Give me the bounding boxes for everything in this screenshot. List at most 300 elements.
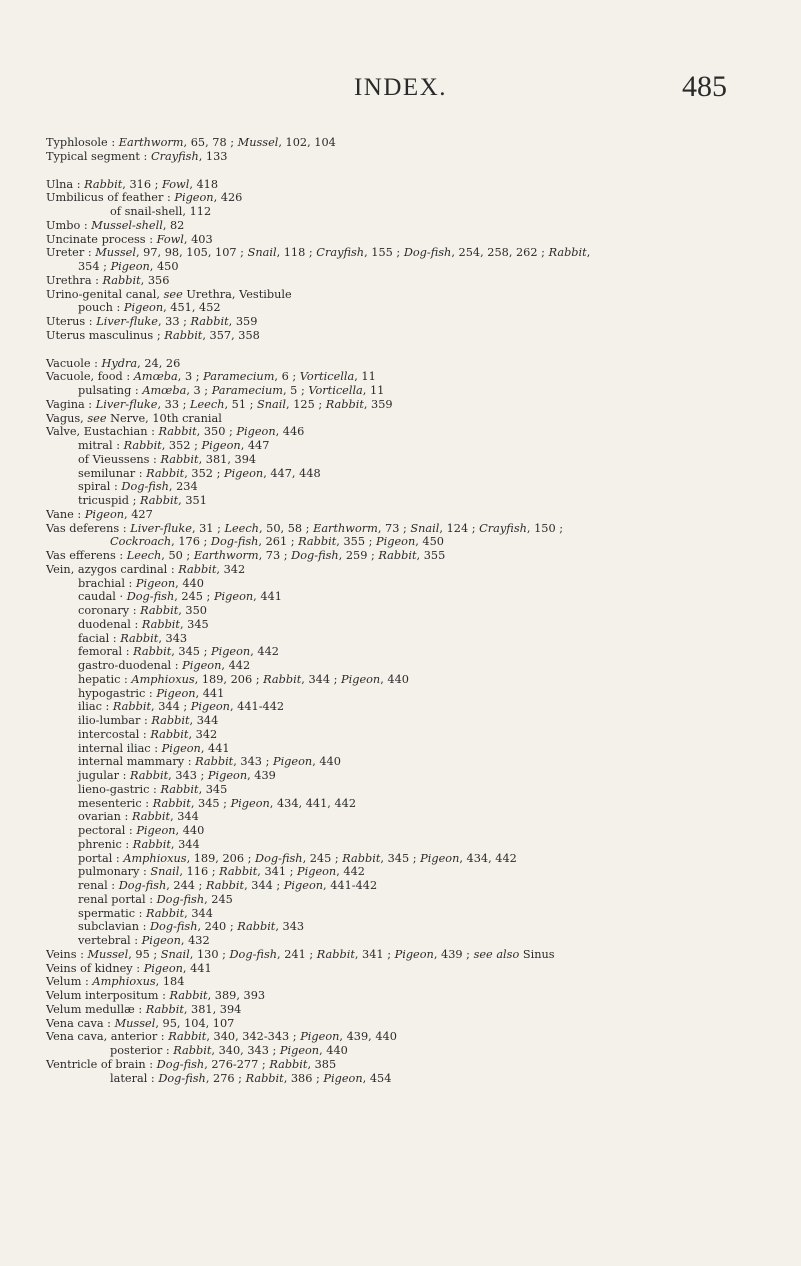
entry-text: , 24, 26 bbox=[137, 356, 181, 370]
entry-organism: Dog-fish bbox=[229, 947, 278, 961]
entry-text: , 130 ; bbox=[189, 947, 230, 961]
entry-text: , 434, 442 bbox=[459, 851, 517, 865]
entry-organism: Liver-fluke bbox=[95, 397, 158, 411]
entry-text: , 342 bbox=[216, 562, 246, 576]
section-gap bbox=[46, 164, 784, 178]
entry-text: hepatic : bbox=[78, 672, 132, 686]
entry-organism: Rabbit bbox=[141, 617, 180, 631]
entry-organism: Leech bbox=[224, 521, 259, 535]
entry-text: , 441-442 bbox=[229, 700, 285, 714]
entry-text: pectoral : bbox=[78, 824, 137, 837]
entry-text: , 355 bbox=[416, 549, 446, 562]
index-subentry bbox=[46, 439, 784, 453]
entry-organism: Liver-fluke bbox=[96, 315, 158, 328]
entry-text: Typical segment : bbox=[46, 149, 151, 163]
entry-organism: Rabbit bbox=[164, 328, 203, 342]
entry-text: Nerve, 10th cranial bbox=[106, 411, 222, 425]
entry-organism: see also bbox=[473, 947, 520, 961]
entry-organism: Rabbit bbox=[140, 604, 179, 617]
entry-organism: Dog-fish bbox=[158, 1071, 206, 1085]
index-entry bbox=[46, 357, 784, 371]
entry-organism: Amphioxus bbox=[123, 851, 187, 865]
index-subentry bbox=[46, 742, 784, 756]
entry-organism: Pigeon bbox=[236, 425, 276, 439]
entry-organism: Pigeon bbox=[223, 466, 264, 480]
entry-text: , 102, 104 bbox=[278, 136, 336, 149]
entry-text: spiral : bbox=[78, 480, 122, 494]
entry-text: Vein, azygos cardinal : bbox=[46, 562, 179, 576]
entry-text: , 441 bbox=[253, 590, 282, 604]
entry-text: , 440 bbox=[380, 672, 409, 686]
entry-text: Vane : bbox=[46, 507, 85, 521]
entry-organism: Dog-fish bbox=[291, 549, 339, 562]
index-subentry bbox=[46, 659, 784, 673]
entry-text: coronary : bbox=[78, 604, 141, 617]
entry-organism: Rabbit bbox=[219, 865, 258, 879]
entry-organism: Pigeon bbox=[341, 672, 381, 686]
entry-text: , 341 ; bbox=[257, 865, 297, 879]
entry-organism: Pigeon bbox=[161, 741, 201, 755]
entry-organism: Pigeon bbox=[110, 260, 150, 273]
index-subentry bbox=[46, 797, 784, 811]
entry-organism: Pigeon bbox=[279, 1044, 320, 1057]
entry-text: , 344 ; bbox=[301, 672, 341, 686]
entry-organism: Earthworm bbox=[313, 521, 378, 535]
entry-organism: Rabbit bbox=[173, 1044, 212, 1057]
entry-organism: Liver-fluke bbox=[130, 521, 192, 535]
entry-organism: Earthworm bbox=[118, 136, 184, 149]
entry-text: Veins : bbox=[46, 947, 88, 961]
entry-organism: Rabbit bbox=[112, 700, 152, 714]
entry-text: , bbox=[586, 246, 591, 260]
index-entry bbox=[46, 191, 784, 205]
entry-organism: Pigeon bbox=[136, 824, 176, 837]
entry-text: , 189, 206 ; bbox=[186, 851, 256, 865]
entry-organism: Pigeon bbox=[420, 851, 460, 865]
index-entry bbox=[46, 150, 784, 164]
entry-text: 354 ; bbox=[78, 260, 111, 273]
entry-organism: Dog-fish bbox=[118, 879, 167, 892]
entry-text: lateral : bbox=[110, 1071, 159, 1085]
index-entry bbox=[46, 178, 784, 192]
entry-text: , 342 bbox=[188, 727, 218, 741]
index-subentry bbox=[46, 700, 784, 714]
entry-text: , 33 ; bbox=[157, 315, 191, 328]
entry-text: , 386 ; bbox=[283, 1071, 324, 1085]
entry-text: , 124 ; bbox=[439, 521, 480, 535]
entry-text: , 95, 104, 107 bbox=[155, 1016, 235, 1030]
entry-text: , 118 ; bbox=[276, 246, 317, 260]
entry-text: , 245 ; bbox=[174, 590, 214, 604]
entry-organism: Earthworm bbox=[193, 549, 259, 562]
entry-organism: Rabbit bbox=[160, 452, 199, 466]
entry-text: of Vieussens : bbox=[78, 452, 161, 466]
entry-text: , 150 ; bbox=[526, 521, 564, 535]
entry-text: , 343 bbox=[275, 920, 305, 934]
index-entry bbox=[46, 1017, 784, 1031]
index-subentry bbox=[46, 645, 784, 659]
entry-organism: Rabbit bbox=[245, 1071, 284, 1085]
entry-text: Velum interpositum : bbox=[46, 989, 170, 1002]
entry-text: spermatic : bbox=[78, 906, 147, 920]
entry-organism: Fowl bbox=[162, 177, 190, 191]
entry-organism: Dog-fish bbox=[156, 892, 205, 906]
entry-organism: Dog-fish bbox=[403, 246, 452, 260]
entry-text: , 418 bbox=[189, 177, 219, 191]
entry-text: Urethra : bbox=[46, 273, 103, 287]
entry-organism: Paramecium bbox=[203, 370, 275, 384]
entry-text: , 316 ; bbox=[122, 177, 162, 191]
entry-text: Vas deferens : bbox=[46, 521, 131, 535]
entry-text: , 73 ; bbox=[377, 521, 411, 535]
entry-text: pulsating : bbox=[78, 384, 143, 397]
entry-text: , 259 ; bbox=[338, 549, 379, 562]
index-entry bbox=[46, 522, 784, 536]
entry-text: of snail-shell, 112 bbox=[110, 205, 212, 218]
index-subentry bbox=[46, 824, 784, 838]
entry-text: , 254, 258, 262 ; bbox=[451, 246, 549, 260]
entry-organism: Pigeon bbox=[207, 769, 248, 782]
entry-text: , 385 bbox=[307, 1057, 337, 1071]
entry-text: , 439 bbox=[247, 769, 276, 782]
entry-organism: Dog-fish bbox=[156, 1057, 205, 1071]
entry-organism: Vorticella bbox=[308, 384, 363, 397]
entry-text: , 345 ; bbox=[190, 796, 231, 810]
entry-organism: Pigeon bbox=[323, 1071, 363, 1085]
entry-text: gastro-duodenal : bbox=[78, 659, 183, 672]
entry-text: tricuspid ; bbox=[78, 494, 141, 507]
index-subentry bbox=[46, 907, 784, 921]
entry-text: Vena cava : bbox=[46, 1016, 115, 1030]
entry-organism: Dog-fish bbox=[149, 920, 198, 934]
entry-text: Velum medullæ : bbox=[46, 1002, 146, 1016]
entry-text: duodenal : bbox=[78, 617, 142, 631]
entry-text: ovarian : bbox=[78, 810, 132, 824]
entry-text: , 439 ; bbox=[433, 947, 474, 961]
entry-text: , 95 ; bbox=[128, 947, 161, 961]
entry-text: , 427 bbox=[124, 507, 153, 521]
entry-text: phrenic : bbox=[78, 837, 133, 851]
entry-organism: Pigeon bbox=[174, 191, 214, 205]
entry-text: , 381, 394 bbox=[183, 1002, 242, 1016]
index-subentry bbox=[46, 893, 784, 907]
entry-organism: Pigeon bbox=[143, 961, 183, 975]
entry-text: , 352 ; bbox=[161, 439, 202, 452]
entry-text: , 359 bbox=[228, 315, 258, 328]
entry-text: , 441 bbox=[200, 741, 230, 755]
index-entry bbox=[46, 563, 784, 577]
entry-text: Umbilicus of feather : bbox=[46, 191, 175, 205]
entry-text: Urethra, Vestibule bbox=[182, 287, 292, 301]
index-entry bbox=[46, 274, 784, 288]
index-entry bbox=[46, 315, 784, 329]
entry-organism: Dog-fish bbox=[255, 851, 303, 865]
entry-organism: Pigeon bbox=[210, 645, 251, 659]
entry-text: , 31 ; bbox=[191, 521, 225, 535]
index-entry bbox=[46, 1058, 784, 1072]
index-subentry bbox=[46, 934, 784, 948]
index-entries bbox=[46, 136, 784, 1085]
entry-text: , 11 bbox=[362, 384, 385, 397]
entry-text: , 440 bbox=[175, 576, 204, 590]
index-subentry bbox=[46, 384, 784, 398]
index-entry bbox=[46, 549, 784, 563]
entry-organism: Rabbit bbox=[158, 425, 197, 439]
entry-organism: Rabbit bbox=[84, 177, 123, 191]
entry-text: , 440 bbox=[319, 1044, 348, 1057]
entry-text: Vena cava, anterior : bbox=[46, 1030, 169, 1044]
entry-organism: Rabbit bbox=[123, 439, 162, 452]
entry-organism: Amœba bbox=[133, 370, 178, 384]
entry-text: jugular : bbox=[78, 769, 131, 782]
entry-text: Ventricle of brain : bbox=[46, 1057, 157, 1071]
entry-text: Uterus : bbox=[46, 315, 97, 328]
entry-organism: Rabbit bbox=[146, 906, 185, 920]
entry-text: , 355 ; bbox=[336, 535, 377, 549]
entry-text: , 276-277 ; bbox=[204, 1057, 270, 1071]
entry-organism: Pigeon bbox=[84, 507, 125, 521]
entry-organism: Pigeon bbox=[190, 700, 230, 714]
entry-text: , 450 bbox=[149, 260, 179, 273]
entry-text: , 97, 98, 105, 107 ; bbox=[135, 246, 248, 260]
entry-organism: Cockroach bbox=[110, 535, 172, 549]
index-entry bbox=[46, 425, 784, 439]
entry-text: intercostal : bbox=[78, 727, 151, 741]
entry-text: subclavian : bbox=[78, 920, 150, 934]
entry-text: internal iliac : bbox=[78, 741, 162, 755]
entry-text: , 357, 358 bbox=[202, 328, 260, 342]
entry-organism: Rabbit bbox=[132, 837, 171, 851]
entry-text: , 345 ; bbox=[171, 645, 211, 659]
index-entry bbox=[46, 989, 784, 1003]
entry-text: , 344 bbox=[184, 906, 213, 920]
index-subentry bbox=[46, 865, 784, 879]
entry-text: Umbo : bbox=[46, 218, 92, 232]
entry-text: , 345 bbox=[198, 782, 228, 796]
entry-organism: see bbox=[87, 411, 107, 425]
entry-organism: Pigeon bbox=[297, 865, 337, 879]
entry-text: , 244 ; bbox=[166, 879, 206, 892]
entry-organism: Crayfish bbox=[479, 521, 527, 535]
entry-text: , 426 bbox=[213, 191, 243, 205]
index-subentry bbox=[46, 480, 784, 494]
entry-organism: Snail bbox=[150, 865, 180, 879]
entry-organism: Pigeon bbox=[394, 947, 434, 961]
index-subentry bbox=[46, 687, 784, 701]
entry-text: Veins of kidney : bbox=[46, 961, 144, 975]
entry-text: , 439, 440 bbox=[339, 1030, 397, 1044]
entry-text: , 403 bbox=[183, 232, 213, 246]
entry-organism: Snail bbox=[410, 521, 440, 535]
index-entry bbox=[46, 412, 784, 426]
entry-organism: Mussel bbox=[237, 136, 279, 149]
index-subentry bbox=[46, 673, 784, 687]
entry-text: , 432 bbox=[180, 934, 210, 947]
index-subentry bbox=[46, 604, 784, 618]
entry-text: internal mammary : bbox=[78, 755, 196, 769]
entry-organism: Mussel bbox=[87, 947, 129, 961]
entry-text: , 245 bbox=[204, 892, 233, 906]
entry-text: , 50, 58 ; bbox=[258, 521, 314, 535]
entry-text: , 350 bbox=[178, 604, 207, 617]
entry-text: , 33 ; bbox=[157, 397, 190, 411]
entry-text: , 50 ; bbox=[161, 549, 194, 562]
entry-text: lieno-gastric : bbox=[78, 782, 161, 796]
index-entry bbox=[46, 962, 784, 976]
index-subentry bbox=[46, 783, 784, 797]
entry-organism: Hydra bbox=[101, 356, 138, 370]
entry-organism: Rabbit bbox=[325, 397, 364, 411]
index-entry bbox=[46, 246, 784, 260]
entry-organism: Crayfish bbox=[316, 246, 365, 260]
entry-organism: Rabbit bbox=[150, 727, 189, 741]
entry-text: , 11 bbox=[354, 370, 376, 384]
entry-text: renal : bbox=[78, 879, 119, 892]
entry-text: , 3 ; bbox=[186, 384, 212, 397]
index-subentry bbox=[46, 838, 784, 852]
entry-organism: Rabbit bbox=[342, 851, 381, 865]
entry-text: semilunar : bbox=[78, 466, 147, 480]
entry-organism: Mussel bbox=[95, 246, 136, 260]
entry-text: Uncinate process : bbox=[46, 232, 157, 246]
entry-text: Vagus, bbox=[46, 411, 88, 425]
index-subentry bbox=[46, 494, 784, 508]
entry-organism: Pigeon bbox=[283, 879, 324, 892]
entry-text: Ulna : bbox=[46, 177, 85, 191]
entry-text: , 73 ; bbox=[258, 549, 292, 562]
entry-text: renal portal : bbox=[78, 892, 157, 906]
entry-text: Vacuole : bbox=[46, 356, 102, 370]
entry-text: portal : bbox=[78, 851, 124, 865]
page-header bbox=[0, 68, 801, 108]
entry-text: pouch : bbox=[78, 301, 124, 315]
entry-text: , 343 bbox=[158, 631, 188, 645]
entry-text: mesenteric : bbox=[78, 796, 153, 810]
entry-organism: Rabbit bbox=[269, 1057, 308, 1071]
entry-organism: Dog-fish bbox=[210, 535, 259, 549]
entry-text: , 341 ; bbox=[354, 947, 395, 961]
index-subentry bbox=[46, 618, 784, 632]
index-subentry bbox=[46, 301, 784, 315]
entry-text: , 5 ; bbox=[282, 384, 309, 397]
index-subentry bbox=[46, 260, 784, 274]
index-entry bbox=[46, 219, 784, 233]
entry-text: Vas efferens : bbox=[46, 549, 127, 562]
page-number: 485 bbox=[682, 70, 727, 103]
entry-text: Valve, Eustachian : bbox=[46, 425, 159, 439]
entry-text: , 345 ; bbox=[380, 851, 421, 865]
entry-organism: Rabbit bbox=[151, 714, 190, 727]
index-subentry bbox=[46, 769, 784, 783]
entry-text: Typhlosole : bbox=[46, 136, 119, 149]
index-subentry bbox=[46, 205, 784, 219]
entry-text: , 440 bbox=[175, 824, 205, 837]
entry-text: , 447, 448 bbox=[263, 466, 321, 480]
index-subentry bbox=[46, 810, 784, 824]
entry-text: , 447 bbox=[240, 439, 270, 452]
entry-text: , 261 ; bbox=[258, 535, 299, 549]
entry-text: , 343 ; bbox=[233, 755, 273, 769]
entry-organism: Vorticella bbox=[299, 370, 355, 384]
entry-text: brachial : bbox=[78, 576, 136, 590]
entry-text: , 240 ; bbox=[197, 920, 238, 934]
entry-organism: Pigeon bbox=[123, 301, 164, 315]
entry-organism: Rabbit bbox=[120, 631, 159, 645]
entry-text: , 245 ; bbox=[302, 851, 343, 865]
entry-text: , 340, 343 ; bbox=[211, 1044, 280, 1057]
entry-text: , 441-442 bbox=[323, 879, 378, 892]
entry-organism: Dog-fish bbox=[121, 480, 169, 494]
entry-text: , 189, 206 ; bbox=[194, 672, 264, 686]
entry-organism: Rabbit bbox=[316, 947, 355, 961]
entry-text: , 454 bbox=[362, 1071, 392, 1085]
entry-text: , 442 bbox=[221, 659, 251, 672]
entry-organism: Pigeon bbox=[135, 576, 176, 590]
entry-organism: Rabbit bbox=[195, 755, 234, 769]
entry-text: ilio-lumbar : bbox=[78, 714, 152, 727]
entry-text: , 356 bbox=[140, 273, 170, 287]
entry-organism: Dog-fish bbox=[126, 590, 175, 604]
entry-organism: Mussel bbox=[114, 1016, 156, 1030]
index-subentry bbox=[46, 728, 784, 742]
entry-text: Vacuole, food : bbox=[46, 370, 134, 384]
entry-text: , 441 bbox=[182, 961, 212, 975]
entry-text: , 351 bbox=[178, 494, 207, 507]
entry-text: , 116 ; bbox=[179, 865, 220, 879]
entry-text: , 389, 393 bbox=[207, 989, 266, 1002]
entry-organism: Rabbit bbox=[298, 535, 337, 549]
entry-text: Sinus bbox=[519, 947, 555, 961]
entry-text: , 155 ; bbox=[364, 246, 404, 260]
index-entry bbox=[46, 948, 784, 962]
entry-text: , 359 bbox=[363, 397, 393, 411]
entry-organism: Amphioxus bbox=[92, 975, 156, 989]
entry-organism: Mussel-shell bbox=[91, 218, 163, 232]
entry-text: , 440 bbox=[312, 755, 341, 769]
entry-text: pulmonary : bbox=[78, 865, 151, 879]
entry-text: , 350 ; bbox=[196, 425, 237, 439]
entry-text: , 6 ; bbox=[274, 370, 300, 384]
index-entry bbox=[46, 1030, 784, 1044]
index-entry bbox=[46, 508, 784, 522]
entry-text: , 442 bbox=[336, 865, 365, 879]
index-subentry bbox=[46, 1072, 784, 1086]
index-entry bbox=[46, 370, 784, 384]
entry-organism: Rabbit bbox=[378, 549, 417, 562]
entry-text: Vagina : bbox=[46, 397, 96, 411]
entry-text: , 344 bbox=[170, 837, 200, 851]
entry-text: mitral : bbox=[78, 439, 124, 452]
entry-text: , 276 ; bbox=[205, 1071, 246, 1085]
index-subentry bbox=[46, 467, 784, 481]
entry-organism: Pigeon bbox=[201, 439, 241, 452]
entry-text: femoral : bbox=[78, 645, 134, 659]
entry-text: , 65, 78 ; bbox=[183, 136, 238, 149]
entry-text: , 451, 452 bbox=[163, 301, 221, 315]
entry-text: , 125 ; bbox=[286, 397, 326, 411]
index-entry bbox=[46, 1003, 784, 1017]
entry-organism: Rabbit bbox=[190, 315, 229, 328]
index-entry bbox=[46, 398, 784, 412]
entry-text: posterior : bbox=[110, 1044, 174, 1057]
entry-organism: Rabbit bbox=[169, 989, 208, 1002]
entry-organism: Leech bbox=[190, 397, 225, 411]
entry-text: , 344 bbox=[189, 714, 219, 727]
entry-text: , 340, 342-343 ; bbox=[206, 1030, 301, 1044]
entry-organism: Snail bbox=[247, 246, 277, 260]
entry-text: , 446 bbox=[275, 425, 305, 439]
entry-organism: Rabbit bbox=[205, 879, 245, 892]
